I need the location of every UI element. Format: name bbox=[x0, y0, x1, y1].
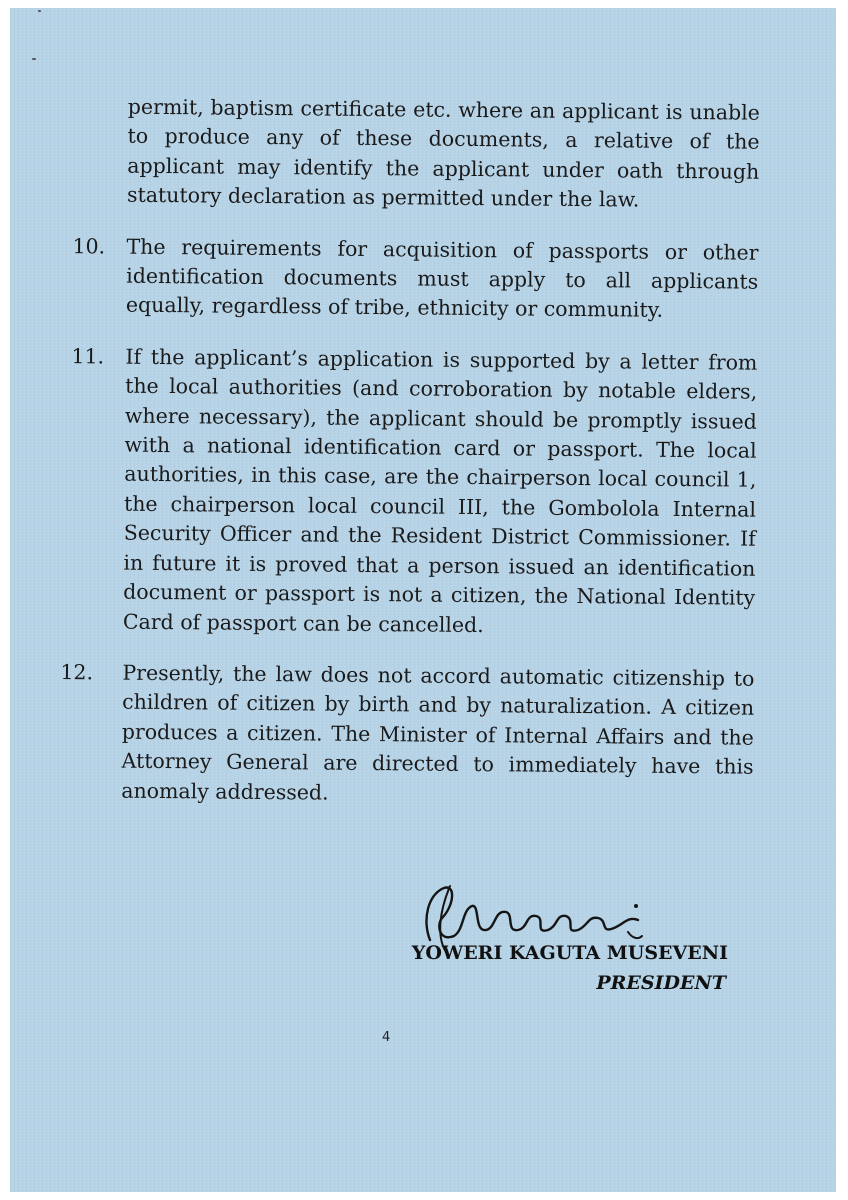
scan-speck bbox=[32, 58, 36, 60]
continuation-paragraph: permit, baptism certificate etc. where an applicant is unable to produce any of these documents, a relative of the applicant may identify the applicant under oath through statutory declaration as permitted under the law. bbox=[126, 94, 760, 212]
paragraph-11 bbox=[55, 342, 758, 643]
paragraph-number: 11. bbox=[71, 343, 105, 369]
paragraph-10 bbox=[58, 232, 759, 327]
document-body bbox=[53, 92, 760, 812]
paragraph-number: 10. bbox=[72, 233, 106, 259]
signature-block bbox=[376, 880, 736, 1020]
page-number: 4 bbox=[382, 1030, 391, 1045]
paragraph-text: If the applicant’s application is supported by a letter from the local authorities (and corroboration by notable elders, where necessary), the applicant should be promptly issued with a national identification card or passport. The local authorities, in this case, are the chairperson local council 1, the chairperson local council III, the Gombolola Internal Security Officer and the Resident District Commissioner. If in future it is proved that a person issued an identification document or passport is not a citizen, the National Identity Card of passport can be cancelled. bbox=[122, 344, 758, 637]
scan-speck bbox=[38, 10, 41, 12]
signatory-title: PRESIDENT bbox=[596, 972, 726, 994]
signatory-name: YOWERI KAGUTA MUSEVENI bbox=[411, 942, 728, 964]
paragraph-12 bbox=[53, 658, 754, 812]
paragraph-text: Presently, the law does not accord automatic citizenship to children of citizen by birth and by naturalization. A citizen produces a citizen. The Minister of Internal Affairs and the Attorney General are directed to immediately have this anomaly addressed. bbox=[121, 660, 755, 805]
paragraph-number: 12. bbox=[60, 659, 94, 685]
paragraph-text: The requirements for acquisition of passports or other identification documents must apply to all applicants equally, regardless of tribe, ethnicity or community. bbox=[125, 234, 759, 323]
